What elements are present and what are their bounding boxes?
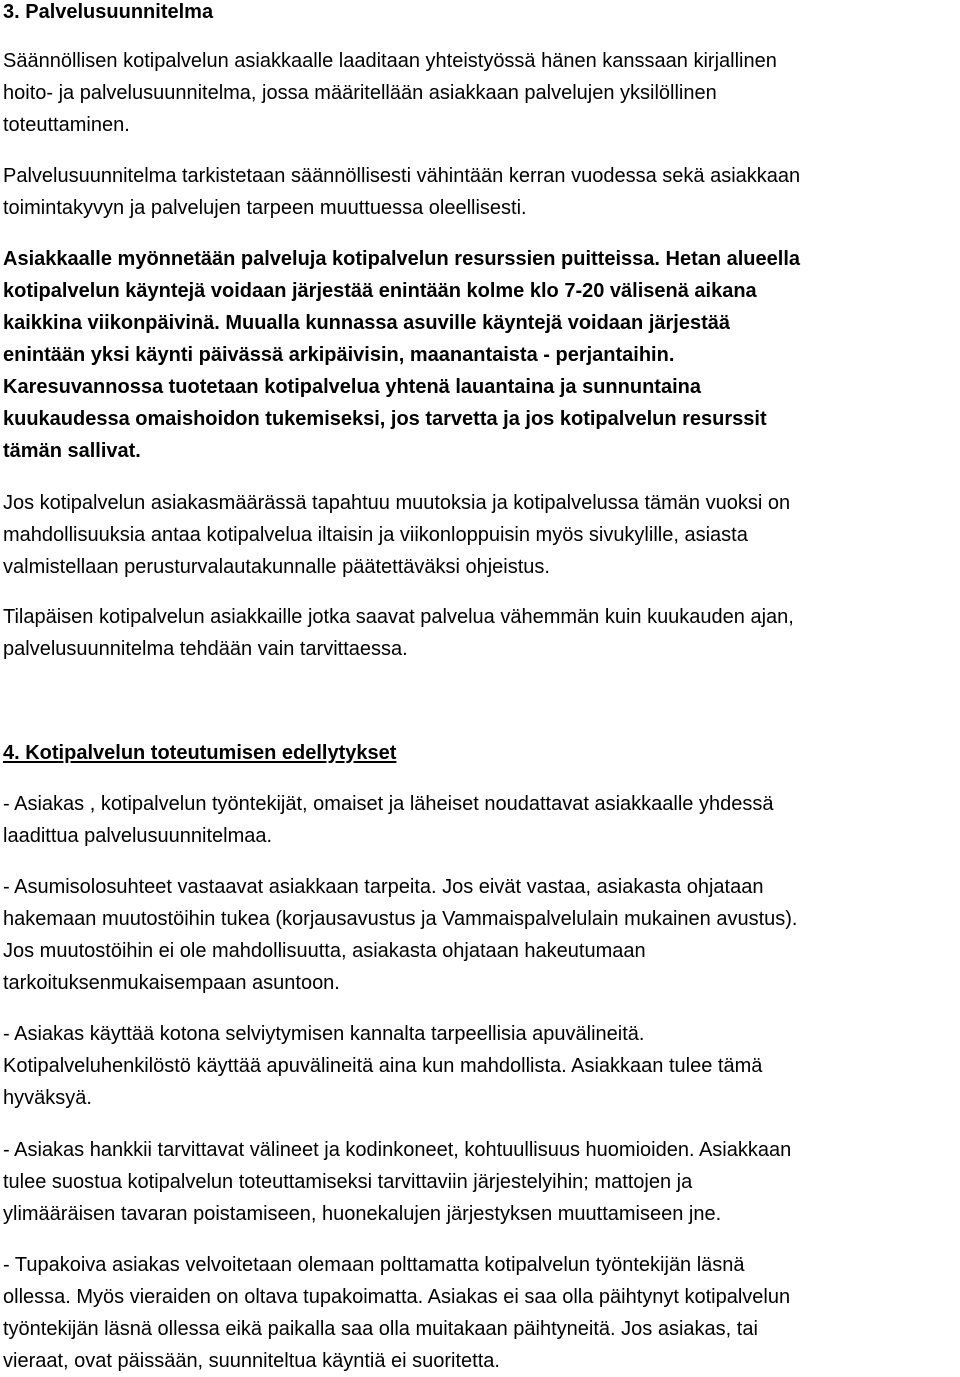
text-line: enintään yksi käynti päivässä arkipäivisin, maanantaista - perjantaihin. xyxy=(3,344,675,366)
text-line: - Tupakoiva asiakas velvoitetaan olemaan polttamatta kotipalvelun työntekijän läsnä xyxy=(3,1254,745,1276)
text-line: toteuttaminen. xyxy=(3,114,130,136)
text-line: mahdollisuuksia antaa kotipalvelua iltaisin ja viikonloppuisin myös sivukylille, asiasta xyxy=(3,524,748,546)
text-line: Jos muutostöihin ei ole mahdollisuutta, asiakasta ohjataan hakeutumaan xyxy=(3,940,646,962)
text-line: ollessa. Myös vieraiden on oltava tupakoimatta. Asiakas ei saa olla päihtynyt kotipalvelun xyxy=(3,1286,791,1308)
text-line: Tilapäisen kotipalvelun asiakkaille jotka saavat palvelua vähemmän kuin kuukauden ajan, xyxy=(3,606,794,628)
text-sentence: Asiakkaalle myönnetään palveluja kotipalvelun resurssien puitteissa. xyxy=(3,248,660,270)
section-3-paragraph-4 xyxy=(3,487,790,583)
text-line: - Asumisolosuhteet vastaavat asiakkaan tarpeita. Jos eivät vastaa, asiakasta ohjataan xyxy=(3,876,764,898)
text-sentence: Hetan alueella xyxy=(665,248,801,270)
section-3-paragraph-2 xyxy=(3,160,800,224)
text-line: hoito- ja palvelusuunnitelma, jossa määritellään asiakkaan palvelujen yksilöllinen xyxy=(3,82,717,104)
text-line: kuukaudessa omaishoidon tukemiseksi, jos tarvetta ja jos kotipalvelun resurssit xyxy=(3,408,767,430)
text-line: tarkoituksenmukaisempaan asuntoon. xyxy=(3,972,340,994)
text-line: hyväksyä. xyxy=(3,1087,92,1109)
text-line: kotipalvelun käyntejä voidaan järjestää enintään kolme klo 7-20 välisenä aikana xyxy=(3,280,757,302)
section-4-item-5 xyxy=(3,1249,790,1377)
text-line: - Asiakas , kotipalvelun työntekijät, omaiset ja läheiset noudattavat asiakkaalle yhdessä xyxy=(3,793,774,815)
text-line: työntekijän läsnä ollessa eikä paikalla saa olla muitakaan päihtyneitä. Jos asiakas, tai xyxy=(3,1318,758,1340)
text-line: toimintakyvyn ja palvelujen tarpeen muuttuessa oleellisesti. xyxy=(3,197,527,219)
text-line: - Asiakas hankkii tarvittavat välineet ja kodinkoneet, kohtuullisuus huomioiden. Asiakkaan xyxy=(3,1139,792,1161)
section-3-heading: 3. Palvelusuunnitelma xyxy=(3,1,214,23)
section-4-item-1 xyxy=(3,788,773,852)
section-3-paragraph-3 xyxy=(3,243,800,467)
text-line: Säännöllisen kotipalvelun asiakkaalle laaditaan yhteistyössä hänen kanssaan kirjallinen xyxy=(3,50,777,72)
text-line: valmistellaan perusturvalautakunnalle päätettäväksi ohjeistus. xyxy=(3,556,550,578)
text-line: - Asiakas käyttää kotona selviytymisen kannalta tarpeellisia apuvälineitä. xyxy=(3,1023,645,1045)
section-4-heading: 4. Kotipalvelun toteutumisen edellytykset xyxy=(3,742,397,764)
section-4-item-2 xyxy=(3,871,797,999)
section-4-item-4 xyxy=(3,1134,791,1230)
text-line: Jos kotipalvelun asiakasmäärässä tapahtuu muutoksia ja kotipalvelussa tämän vuoksi on xyxy=(3,492,791,514)
text-line: Palvelusuunnitelma tarkistetaan säännöllisesti vähintään kerran vuodessa sekä asiakkaan xyxy=(3,165,801,187)
section-3-paragraph-5 xyxy=(3,601,794,665)
text-line: tulee suostua kotipalvelun toteuttamiseksi tarvittaviin järjestelyihin; mattojen ja xyxy=(3,1171,693,1193)
text-line: hakemaan muutostöihin tukea (korjausavustus ja Vammaispalvelulain mukainen avustus). xyxy=(3,908,798,930)
text-line: kaikkina viikonpäivinä. Muualla kunnassa asuville käyntejä voidaan järjestää xyxy=(3,312,731,334)
text-line: tämän sallivat. xyxy=(3,440,141,462)
text-line: ylimääräisen tavaran poistamiseen, huonekalujen järjestyksen muuttamiseen jne. xyxy=(3,1203,722,1225)
text-line: vieraat, ovat päissään, suunniteltua käyntiä ei suoritetta. xyxy=(3,1350,500,1372)
text-line: Karesuvannossa tuotetaan kotipalvelua yhtenä lauantaina ja sunnuntaina xyxy=(3,376,701,398)
text-line: laadittua palvelusuunnitelmaa. xyxy=(3,825,273,847)
text-line: Kotipalveluhenkilöstö käyttää apuvälineitä aina kun mahdollista. Asiakkaan tulee tämä xyxy=(3,1055,763,1077)
section-4-item-3 xyxy=(3,1018,762,1114)
text-line xyxy=(3,243,800,275)
section-3-paragraph-1 xyxy=(3,45,777,141)
text-line: palvelusuunnitelma tehdään vain tarvittaessa. xyxy=(3,638,408,660)
